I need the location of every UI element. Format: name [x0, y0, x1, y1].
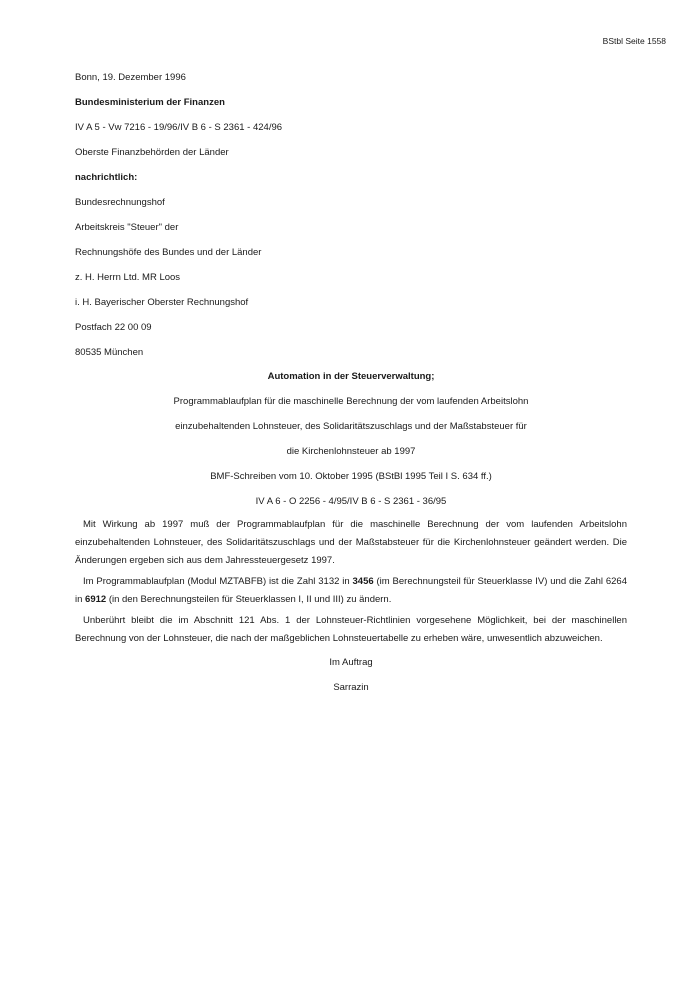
para2-text: Im Programmablaufplan (Modul MZTABFB) ist die Zahl 3132 in: [83, 576, 353, 587]
subject-title: Automation in der Steuerverwaltung;: [267, 371, 435, 382]
page-reference: BStbl Seite 1558: [602, 36, 666, 46]
place-date: Bonn, 19. Dezember 1996: [75, 72, 186, 83]
para2-number-3456: 3456: [352, 576, 374, 587]
cc-label: nachrichtlich:: [75, 172, 138, 183]
para2-number-6912: 6912: [85, 594, 107, 605]
cc-line: Arbeitskreis "Steuer" der: [75, 222, 179, 233]
subject-line: die Kirchenlohnsteuer ab 1997: [286, 446, 416, 457]
cc-line: 80535 München: [75, 347, 144, 358]
cc-line: Rechnungshöfe des Bundes und der Länder: [75, 247, 262, 258]
cc-line: Bundesrechnungshof: [75, 197, 165, 208]
cc-line: z. H. Herrn Ltd. MR Loos: [75, 272, 181, 283]
subject-line: BMF-Schreiben vom 10. Oktober 1995 (BStBl 1995 Teil I S. 634 ff.): [210, 471, 492, 482]
body-paragraph-1: Mit Wirkung ab 1997 muß der Programmablaufplan für die maschinelle Berechnung der vom laufenden Arbeitslohn einzubehaltenden Lohnsteuer, des Solidaritätszuschlags und der Maßstabsteuer für die Kirchenlohnsteuer geändert werden. Die Änderungen ergeben sich aus dem Jahressteuergesetz 1997.: [75, 519, 627, 566]
sender: Bundesministerium der Finanzen: [75, 97, 225, 108]
cc-line: Postfach 22 00 09: [75, 322, 152, 333]
body-paragraph-3: Unberührt bleibt die im Abschnitt 121 Abs. 1 der Lohnsteuer-Richtlinien vorgesehene Möglichkeit, bei der maschinellen Berechnung von der Lohnsteuer, die nach der maßgeblichen Lohnsteuertabelle zu erheben wäre, unwesentlich abzuweichen.: [75, 615, 627, 644]
subject-line: einzubehaltenden Lohnsteuer, des Solidaritätszuschlags und der Maßstabsteuer für: [175, 421, 527, 432]
signature: Sarrazin: [333, 682, 369, 693]
cc-line: i. H. Bayerischer Oberster Rechnungshof: [75, 297, 249, 308]
recipient: Oberste Finanzbehörden der Länder: [75, 147, 229, 158]
para2-text: (in den Berechnungsteilen für Steuerklassen I, II und III) zu ändern.: [106, 594, 392, 605]
para2-text: (im Berechnungsteil für Steuerklasse IV) und die Zahl 6264 in: [75, 576, 627, 605]
subject-line: Programmablaufplan für die maschinelle Berechnung der vom laufenden Arbeitslohn: [173, 396, 529, 407]
subject-line: IV A 6 - O 2256 - 4/95/IV B 6 - S 2361 - 36/95: [255, 496, 447, 507]
reference-number: IV A 5 - Vw 7216 - 19/96/IV B 6 - S 2361 - 424/96: [75, 122, 283, 133]
body-paragraph-2: [75, 573, 627, 609]
closing-phrase: Im Auftrag: [329, 657, 373, 668]
